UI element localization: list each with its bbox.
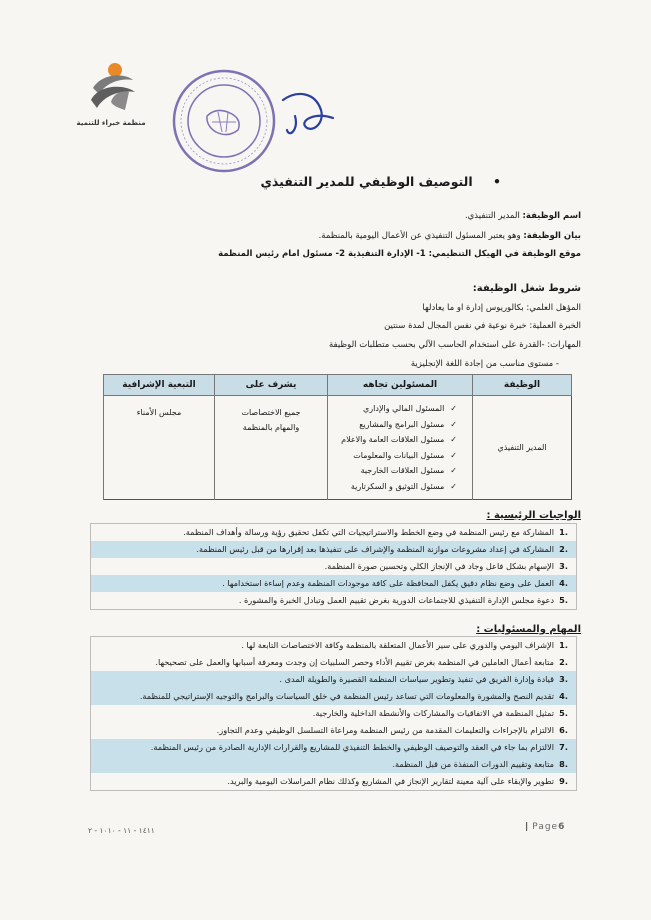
check-icon: ✓	[450, 435, 457, 444]
organization-seal-icon	[162, 66, 287, 176]
table-cell-job: المدير التنفيذي	[473, 396, 572, 500]
table-row: .7الالتزام بما جاء في العقد والتوصيف الوظيفي والخطط التنفيذي للمشاريع والقرارات الإدارية الصادرة من رئيس المنظمة.	[91, 739, 576, 756]
list-item: ✓مسئول التوثيق و السكرتارية	[350, 481, 457, 491]
list-item: ✓مسئول العلاقات الخارجية	[360, 466, 457, 475]
check-icon: ✓	[450, 481, 457, 491]
list-item: ✓مسئول العلاقات العامة والاعلام	[341, 435, 457, 444]
table-row: .3قيادة وإدارة الفريق في تنفيذ وتطوير سياسات المنظمة القصيرة والطويلة المدى .	[91, 671, 576, 688]
job-desc-line	[319, 230, 581, 242]
table-row: .2المشاركة في إعداد مشروعات موازنة المنظمة والإشراف على تنفيذها بعد إقرارها من قبل رئيس المنظمة.	[91, 541, 576, 558]
job-table	[103, 374, 572, 500]
list-item: ✓مسئول البيانات والمعلومات	[353, 450, 457, 460]
table-header-responsible: المسئولين تجاهه	[328, 375, 473, 396]
title-text: التوصيف الوظيفي للمدير التنفيذي	[260, 174, 473, 189]
check-icon: ✓	[450, 404, 457, 413]
language-line: - مستوى مناسب من إجادة اللغة الإنجليزية	[410, 359, 559, 369]
page-number	[525, 822, 565, 832]
tasks-title: المهام والمسئوليات :	[476, 624, 581, 635]
table-header-reports-to: التبعية الإشرافية	[104, 375, 215, 396]
table-cell-supervises	[215, 396, 328, 500]
table-row: .2متابعة أعمال العاملين في المنظمة بغرض تقييم الأداء وحصر السلبيات إن وجدت ومعرفة أسبابها والعمل على تصحيحها.	[155, 657, 568, 667]
job-desc-value: وهو يعتبر المسئول التنفيذي عن الأعمال اليومية بالمنظمة.	[318, 231, 521, 241]
check-icon: ✓	[450, 419, 457, 429]
check-icon: ✓	[450, 450, 457, 460]
table-row: .5دعوة مجلس الإدارة التنفيذي للاجتماعات الدورية بغرض تقييم العمل وتبادل الخبرة والمشورة .	[238, 595, 568, 605]
table-header-job: الوظيفة	[473, 375, 572, 396]
position-value: 1- الإدارة التنفيذية 2- مسئول امام رئيس المنظمة	[218, 249, 426, 259]
experience-line: الخبرة العملية: خبرة نوعية في نفس المجال لمدة سنتين	[384, 321, 581, 331]
list-item: ✓مسئول البرامج والمشاريع	[359, 419, 457, 429]
job-desc-label: بيان الوظيفة:	[523, 231, 581, 241]
table-row: .4تقديم النصح والمشورة والمعلومات التي تساعد رئيس المنظمة في خلق السياسات والبرامج والتوجيه الإستراتيجي للمنظمة.	[91, 688, 576, 705]
table-row: .1المشاركة مع رئيس المنظمة في وضع الخطط والاستراتيجيات التي تكفل تحقيق رؤية ورسالة وأهداف المنظمة.	[183, 527, 568, 537]
table-row: .3الإسهام بشكل فاعل وجاد في الإنجاز الكلي وتحسين صورة المنظمة.	[324, 561, 568, 571]
requirements-title: شروط شغل الوظيفة:	[472, 283, 581, 294]
table-row: .6الالتزام بالإجراءات والتعليمات المقدمة من رئيس المنظمة ومراعاة التسلسل الوظيفي وعدم التجاوز.	[216, 725, 568, 735]
logo-text: منظمة خبراء للتنمية	[76, 119, 146, 127]
table-header-supervises: يشرف على	[215, 375, 328, 396]
title-bullet: •	[493, 174, 501, 189]
logo-icon	[81, 58, 141, 118]
list-item: ✓المسئول المالي والإداري	[363, 404, 457, 413]
table-row: .9تطوير والإبقاء على آلية معينة لتقارير الإنجاز في المشاريع وكذلك نظام المراسلات اليومية والبريد.	[227, 776, 568, 786]
table-cell-reports-to: مجلس الأمناء	[104, 396, 215, 500]
footer-date: ١٤١١ - ١١ - ١٠١٠ - ٢	[88, 826, 155, 835]
main-duties-title: الواجبات الرئيسية :	[486, 510, 581, 521]
job-name-value: المدير التنفيذي.	[464, 211, 520, 221]
tasks-box	[90, 636, 577, 791]
page-number-value: 6	[558, 822, 566, 832]
page-label: Page	[532, 822, 559, 832]
qualification-line: المؤهل العلمي: بكالوريوس إدارة او ما يعادلها	[422, 303, 581, 313]
page-separator: |	[525, 822, 530, 832]
table-row: .8متابعة وتقييم الدورات المنفذة من قبل المنظمة.	[91, 756, 576, 773]
check-icon: ✓	[450, 466, 457, 475]
supervises-line-1: جميع الاختصاصات	[241, 408, 301, 417]
table-cell-responsible	[328, 396, 473, 500]
position-label: موقع الوظيفة في الهيكل التنظيمي:	[428, 249, 581, 259]
supervises-line-2: والمهام بالمنظمة	[242, 423, 300, 432]
handwritten-signature-icon	[275, 80, 345, 150]
skills-line: المهارات: -القدرة على استخدام الحاسب الآلي بحسب متطلبات الوظيفة	[328, 340, 581, 350]
job-name-label: اسم الوظيفة:	[522, 211, 581, 221]
table-row: .4العمل على وضع نظام دقيق يكفل المحافظة على كافة موجودات المنظمة وعدم إساءة استخدامها .	[91, 575, 576, 592]
table-row: .5تمثيل المنظمة في الاتفاقيات والمشاركات والأنشطة الداخلية والخارجية.	[312, 708, 568, 718]
organization-logo	[72, 58, 150, 127]
position-line	[218, 248, 581, 260]
main-duties-box	[90, 523, 577, 610]
page-title	[260, 174, 501, 189]
responsible-list	[329, 399, 471, 496]
table-row: .1الإشراف اليومي والدوري على سير الأعمال المتعلقة بالمنظمة وكافة الاختصاصات التابعة لها .	[241, 640, 568, 650]
job-name-line	[465, 210, 581, 222]
